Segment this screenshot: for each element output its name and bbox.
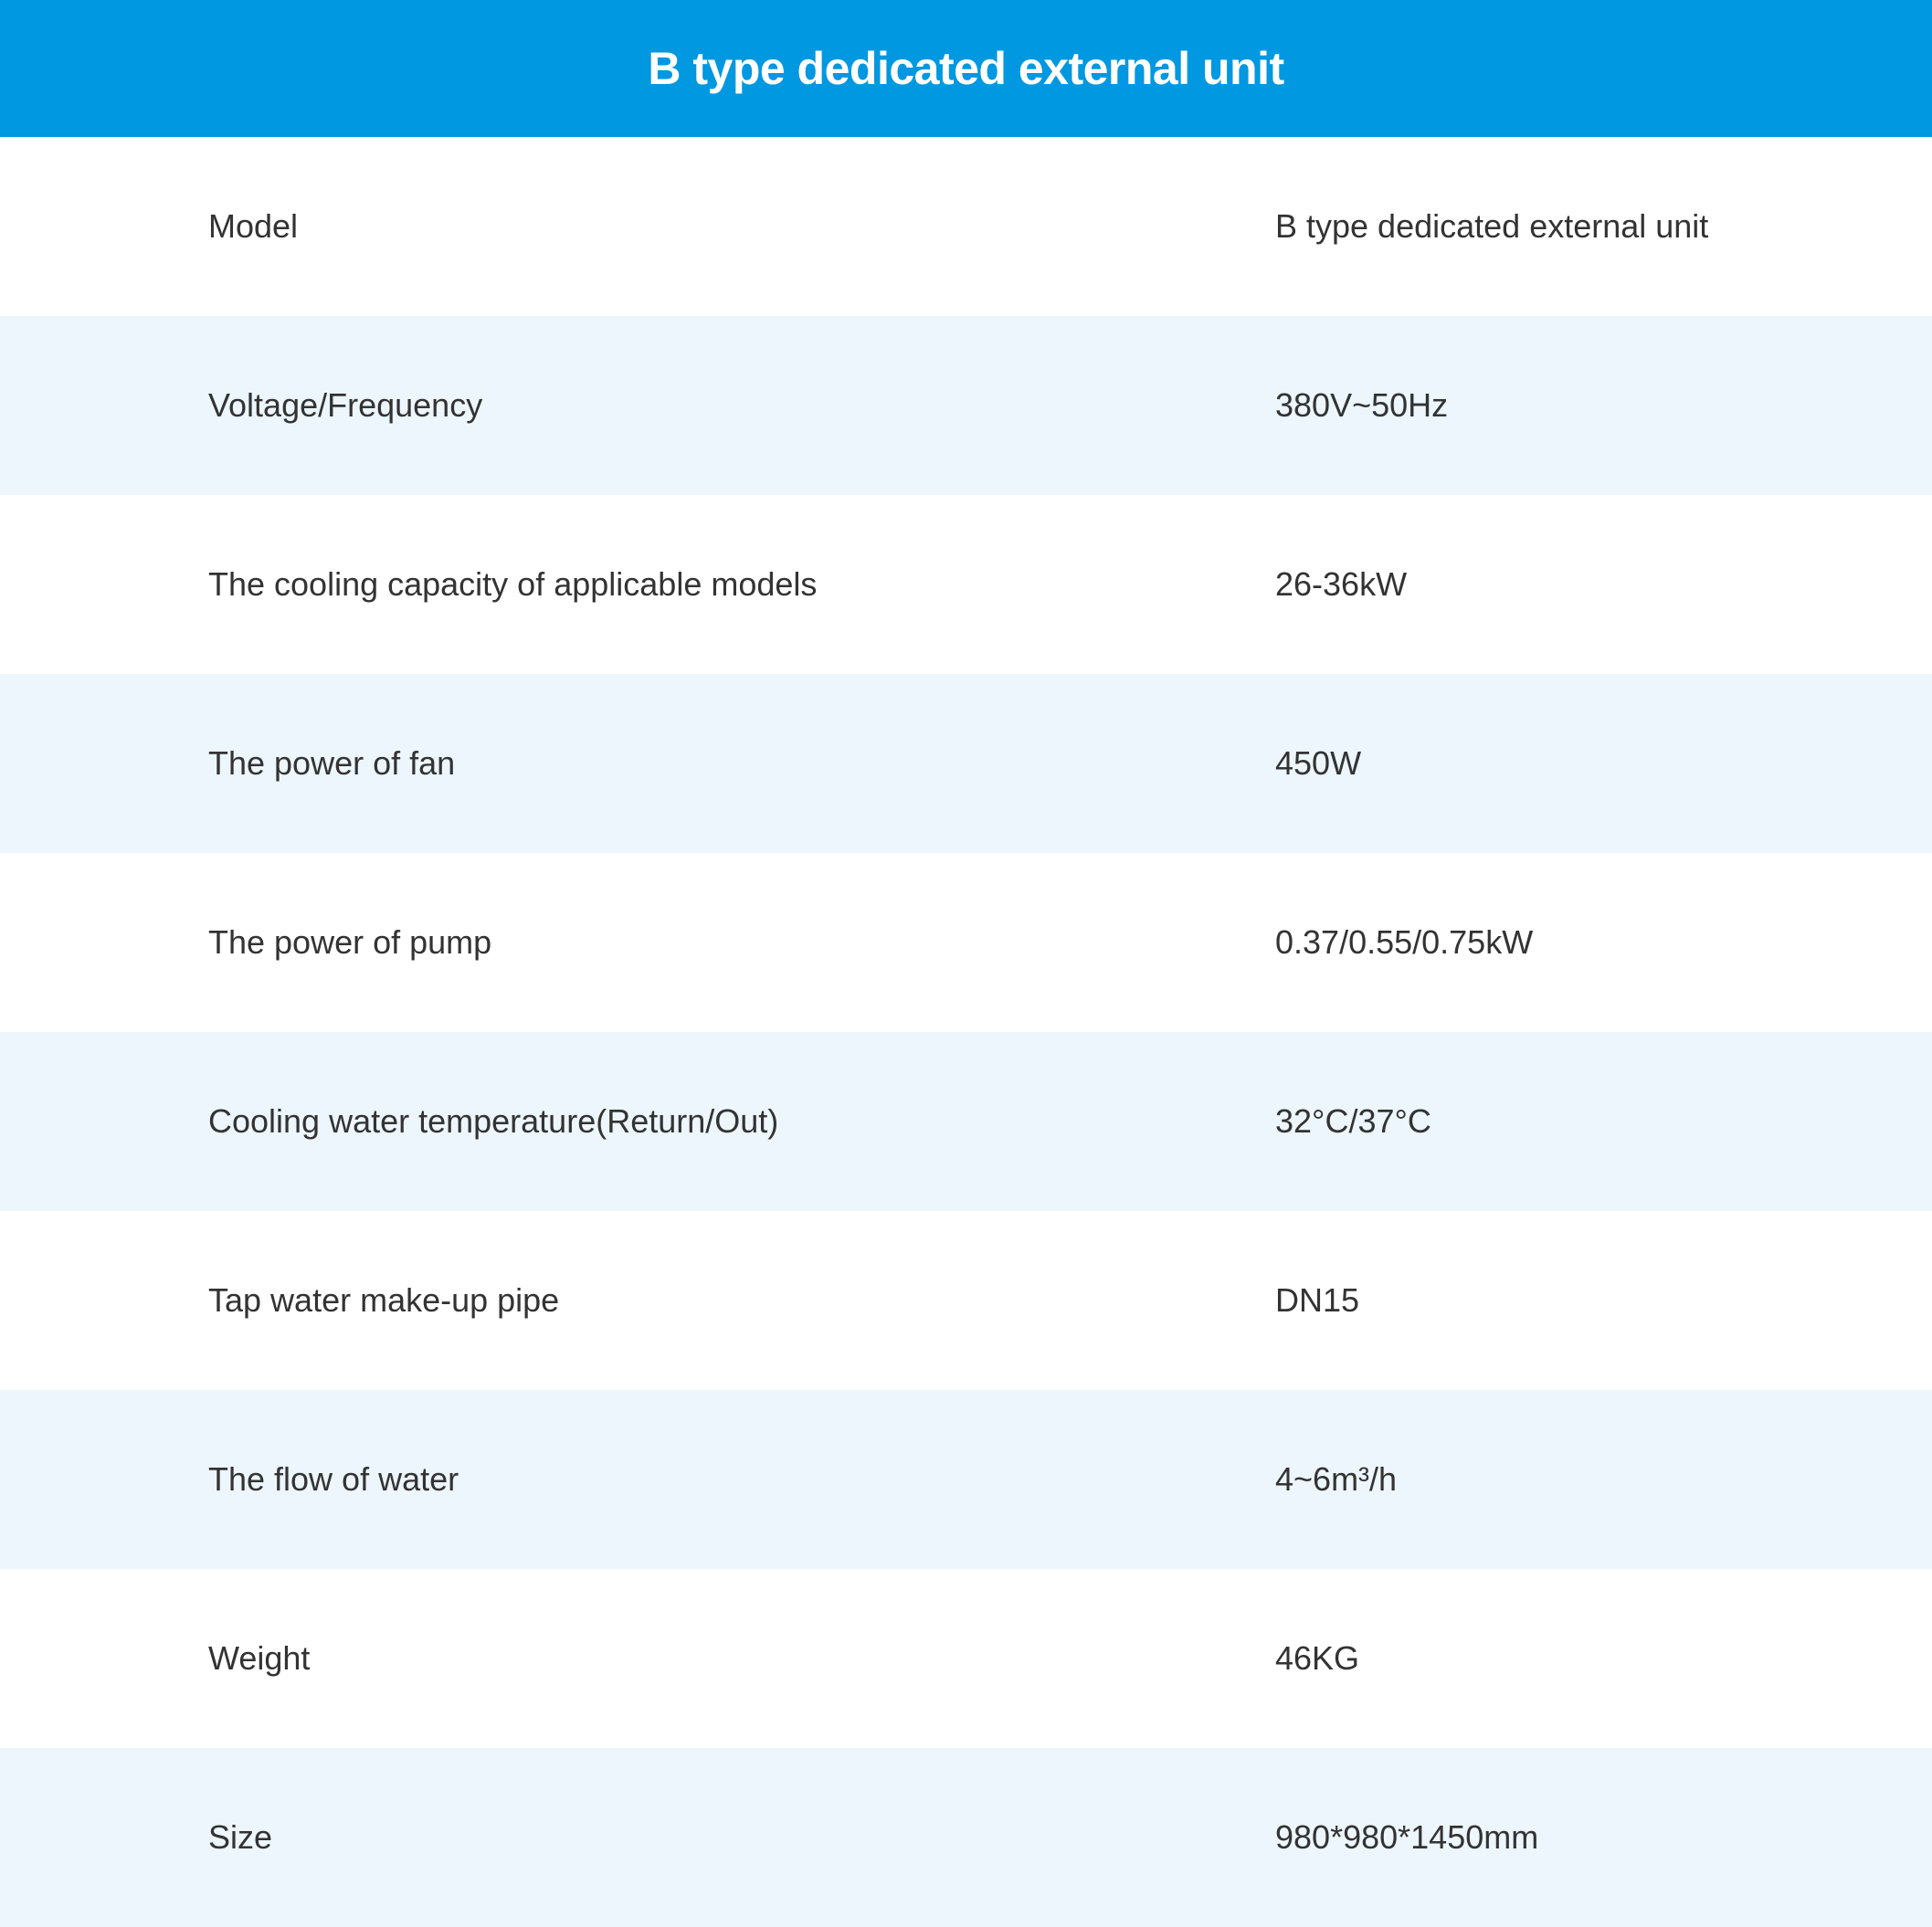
spec-label: The flow of water <box>208 1460 459 1498</box>
spec-label: Cooling water temperature(Return/Out) <box>208 1102 779 1140</box>
spec-value: 32°C/37°C <box>1275 1102 1431 1140</box>
table-row <box>0 316 1932 495</box>
spec-value: 46KG <box>1275 1639 1360 1677</box>
spec-label: Voltage/Frequency <box>208 386 483 424</box>
spec-label: The power of pump <box>208 923 492 961</box>
spec-value: 0.37/0.55/0.75kW <box>1275 923 1534 961</box>
spec-label: Model <box>208 207 299 245</box>
table-row <box>0 1032 1932 1211</box>
spec-value: DN15 <box>1275 1281 1360 1319</box>
spec-label: Size <box>208 1818 273 1856</box>
spec-value: B type dedicated external unit <box>1275 207 1709 245</box>
table-row <box>0 853 1932 1032</box>
spec-value: 450W <box>1275 744 1362 782</box>
table-row <box>0 1390 1932 1569</box>
table-row <box>0 1748 1932 1927</box>
spec-table <box>0 137 1932 1927</box>
page-title: B type dedicated external unit <box>648 43 1284 94</box>
page-header <box>0 0 1932 137</box>
spec-value: 26-36kW <box>1275 565 1408 603</box>
spec-label: The power of fan <box>208 744 456 782</box>
spec-value: 980*980*1450mm <box>1275 1818 1539 1856</box>
spec-value: 4~6m³/h <box>1275 1460 1398 1498</box>
table-row <box>0 1211 1932 1390</box>
table-row <box>0 137 1932 316</box>
table-row <box>0 674 1932 853</box>
spec-label: The cooling capacity of applicable models <box>208 565 818 603</box>
spec-label: Weight <box>208 1639 311 1677</box>
spec-value: 380V~50Hz <box>1275 386 1449 424</box>
table-row <box>0 495 1932 674</box>
spec-label: Tap water make-up pipe <box>208 1281 560 1319</box>
table-row <box>0 1569 1932 1748</box>
